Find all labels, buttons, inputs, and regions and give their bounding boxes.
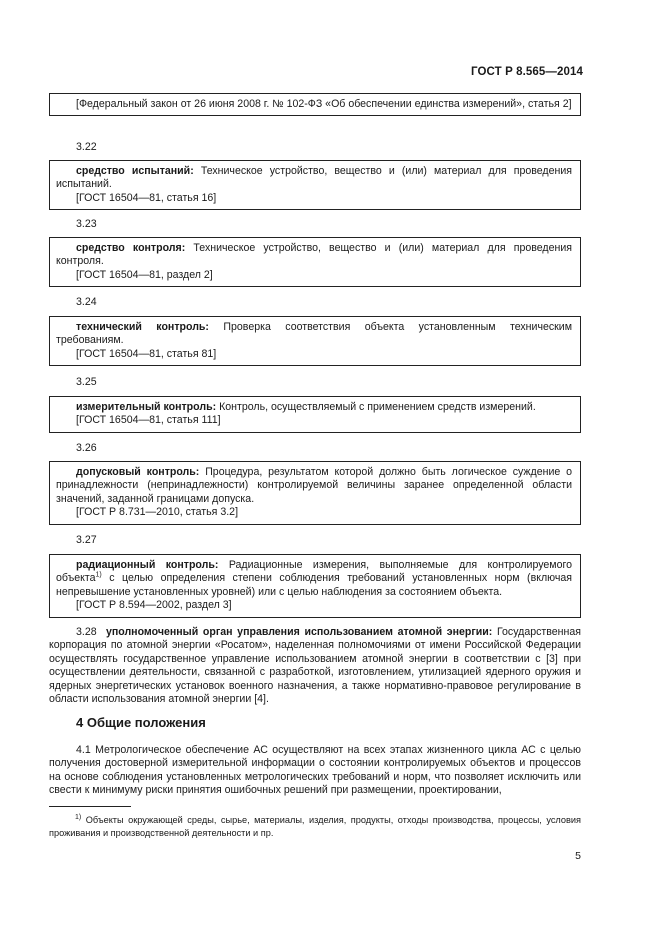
term-text: Проверка соответствия объекта установленным техническим требованиям.: [56, 321, 572, 347]
term-text: Государственная корпорация по атомной энергии «Росатом», наделенная полномочиями от имени Российской Федерации осуществлять государственное управление использованием атомной энергии в соответствии с [3] при осуществлении деятельности, связанной с разработкой, изготовлением, утилизацией ядерного оружия и ядерных энергетических установок военного назначения, а также нормативно-правовое регулирование в области использования атомной энергии [4].: [49, 626, 582, 706]
term-number: 3.28: [76, 626, 97, 638]
term-text: Процедура, результатом которой должно быть логическое суждение о принадлежности (непринадлежности) контролируемой величины заранее определенной области значений, заданной границами допуска.: [56, 466, 572, 505]
term-source-box: [49, 93, 581, 116]
term-number: 3.25: [76, 376, 97, 388]
term-source: [ГОСТ 16504—81, статья 16]: [76, 191, 217, 204]
footnote: [49, 814, 581, 840]
term-number: 3.22: [76, 141, 97, 153]
paragraph-4-1: 4.1 Метрологическое обеспечение АС осуществляют на всех этапах жизненного цикла АС с целью получения достоверной измерительной информации о состоянии контролируемых объектов и процессов на основе соблюдения установленных метрологических требований и норм, что позволяет исключить или свести к минимуму риски принятия ошибочных решений при размещении, проектировании,: [49, 744, 581, 797]
term-number: 3.26: [76, 442, 97, 454]
term-box: [49, 554, 581, 618]
term-number: 3.27: [76, 534, 97, 546]
term-box: [49, 160, 581, 210]
term-source: [Федеральный закон от 26 июня 2008 г. № 102-ФЗ «Об обеспечении единства измерений», статья 2]: [76, 98, 572, 110]
term-definition: [56, 401, 572, 414]
term-box: [49, 316, 581, 366]
document-code: ГОСТ Р 8.565—2014: [471, 66, 583, 78]
term-definition: [56, 466, 572, 506]
term-text: с целью определения степени соблюдения требований установленных норм (включая непревышение установленных уровней) или с целью наблюдения за состоянием объекта.: [56, 572, 572, 598]
term-name: средство испытаний:: [76, 165, 194, 177]
term-name: технический контроль:: [76, 321, 209, 333]
term-name: измерительный контроль:: [76, 401, 217, 413]
term-name: средство контроля:: [76, 242, 186, 254]
footnote-ref[interactable]: 1): [95, 571, 102, 579]
term-name: радиационный контроль:: [76, 559, 219, 571]
term-name: допусковый контроль:: [76, 466, 200, 478]
term-3-28: [49, 626, 581, 706]
term-box: [49, 461, 581, 525]
footnote-divider: [49, 806, 131, 807]
term-number: 3.24: [76, 296, 97, 308]
term-definition: [56, 165, 572, 192]
footnote-text: Объекты окружающей среды, сырье, материалы, изделия, продукты, отходы производства, процессы, условия проживания и производственной деятельности и пр.: [49, 815, 581, 838]
term-text: Радиационные измерения, выполняемые для контролируемого объекта: [56, 559, 572, 585]
term-name: уполномоченный орган управления использованием атомной энергии:: [105, 626, 493, 638]
term-source: [ГОСТ Р 8.594—2002, раздел 3]: [76, 599, 232, 612]
term-source: [ГОСТ 16504—81, статья 81]: [76, 347, 217, 360]
term-definition: [56, 321, 572, 348]
term-box: [49, 396, 581, 433]
section-heading: 4 Общие положения: [76, 715, 206, 730]
term-text: Контроль, осуществляемый с применением средств измерений.: [219, 401, 536, 413]
term-number: 3.23: [76, 218, 97, 230]
term-definition: [56, 242, 572, 269]
term-source: [ГОСТ Р 8.731—2010, статья 3.2]: [76, 506, 239, 519]
term-box: [49, 237, 581, 287]
term-source: [ГОСТ 16504—81, раздел 2]: [76, 268, 213, 281]
term-definition: [56, 559, 572, 599]
term-text: Техническое устройство, вещество и (или) материал для проведения испытаний.: [56, 165, 572, 191]
term-source: [ГОСТ 16504—81, статья 111]: [76, 414, 221, 427]
term-text: Техническое устройство, вещество и (или) материал для проведения контроля.: [56, 242, 573, 268]
page-number: 5: [575, 850, 581, 862]
footnote-mark: 1): [75, 813, 82, 821]
